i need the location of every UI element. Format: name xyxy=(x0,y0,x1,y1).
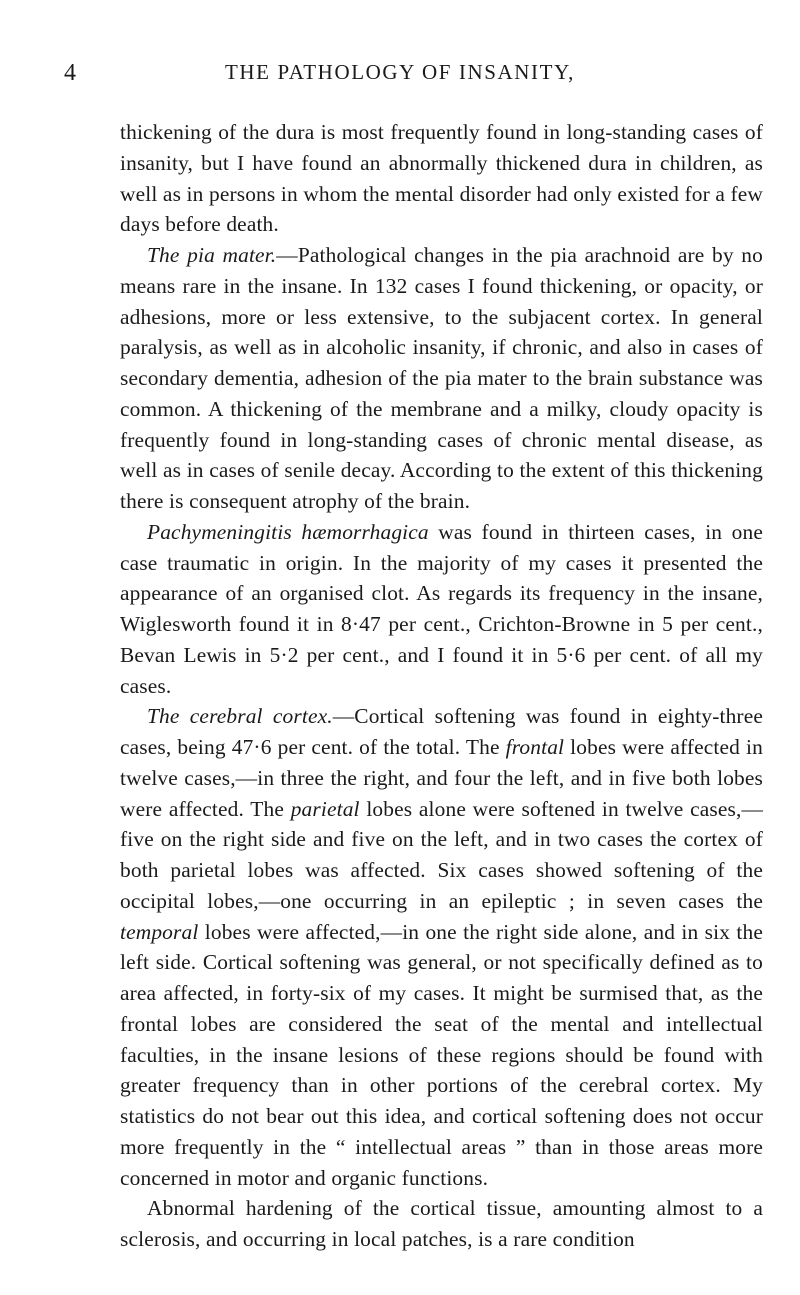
paragraph-text: Abnormal hardening of the cortical tissue, amounting almost to a sclerosis, and occurring in local patches, is a rare condition xyxy=(120,1196,763,1251)
paragraph-text: thickening of the dura is most frequently found in long-standing cases of insanity, but I have found an abnormally thickened dura in children, as well as in persons in whom the mental disorder had only existed for a few days before death. xyxy=(120,120,764,237)
paragraph-text: —Cortical softening was found in eighty-three cases, being 47·6 per cent. of the total. The xyxy=(120,704,763,759)
emphasis-parietal: parietal xyxy=(290,796,360,821)
page-number: 4 xyxy=(64,60,77,86)
paragraph-text: lobes were affected,—in one the right side alone, and in six the left side. Cortical softening was general, or not specifically defined as to area affected, in forty-six of my cases. It might be surmised that, as the frontal lobes are considered the seat of the mental and intellectual faculties, in the insane lesions of these regions should be found with greater frequency than in other portions of the cerebral cortex. My statistics do not bear out this idea, and cortical softening does not occur more frequently in the “ intellectual areas ” than in those areas more concerned in motor and organic functions. xyxy=(120,919,763,1190)
paragraph-pachymeningitis xyxy=(120,517,763,702)
paragraph-text: lobes were affected in twelve cases,—in three the right, and four the left, and in five both lobes were affected. The xyxy=(120,735,763,821)
running-title: THE PATHOLOGY OF INSANITY, xyxy=(224,60,575,84)
section-lead-cerebral-cortex: The cerebral cortex. xyxy=(147,704,333,729)
paragraph-pia-mater xyxy=(120,240,763,517)
paragraph-dura-continuation xyxy=(120,117,763,240)
emphasis-temporal: temporal xyxy=(120,919,199,944)
paragraph-text: was found in thirteen cases, in one case traumatic in origin. In the majority of my cases it presented the appearance of an organised clot. As regards its frequency in the insane, Wiglesworth found it in 8·47 per cent., Crichton-Browne in 5 per cent., Bevan Lewis in 5·2 per cent., and I found it in 5·6 per cent. of all my cases. xyxy=(120,519,763,698)
paragraph-abnormal-hardening xyxy=(120,1193,763,1255)
section-lead-pachymeningitis: Pachymeningitis hæmorrhagica xyxy=(147,519,429,544)
emphasis-frontal: frontal xyxy=(505,735,565,759)
paragraph-text: —Pathological changes in the pia arachnoid are by no means rare in the insane. In 132 cases I found thickening, or opacity, or adhesions, more or less extensive, to the subjacent cortex. In general paralysis, as well as in alcoholic insanity, if chronic, and also in cases of secondary dementia, adhesion of the pia mater to the brain substance was common. A thickening of the membrane and a milky, cloudy opacity is frequently found in long-standing cases of chronic mental disease, as well as in cases of senile decay. According to the extent of this thickening there is consequent atrophy of the brain. xyxy=(120,243,763,513)
page-header xyxy=(0,60,800,94)
paragraph-text: lobes alone were softened in twelve cases,—five on the right side and five on the left, and in two cases the cortex of both parietal lobes was affected. Six cases showed softening of the occipital lobes,—one occurring in an epileptic ; in seven cases the xyxy=(120,796,763,913)
paragraph-cerebral-cortex xyxy=(120,701,763,1193)
section-lead-pia-mater: The pia mater. xyxy=(147,243,277,267)
body-text xyxy=(120,117,763,1255)
